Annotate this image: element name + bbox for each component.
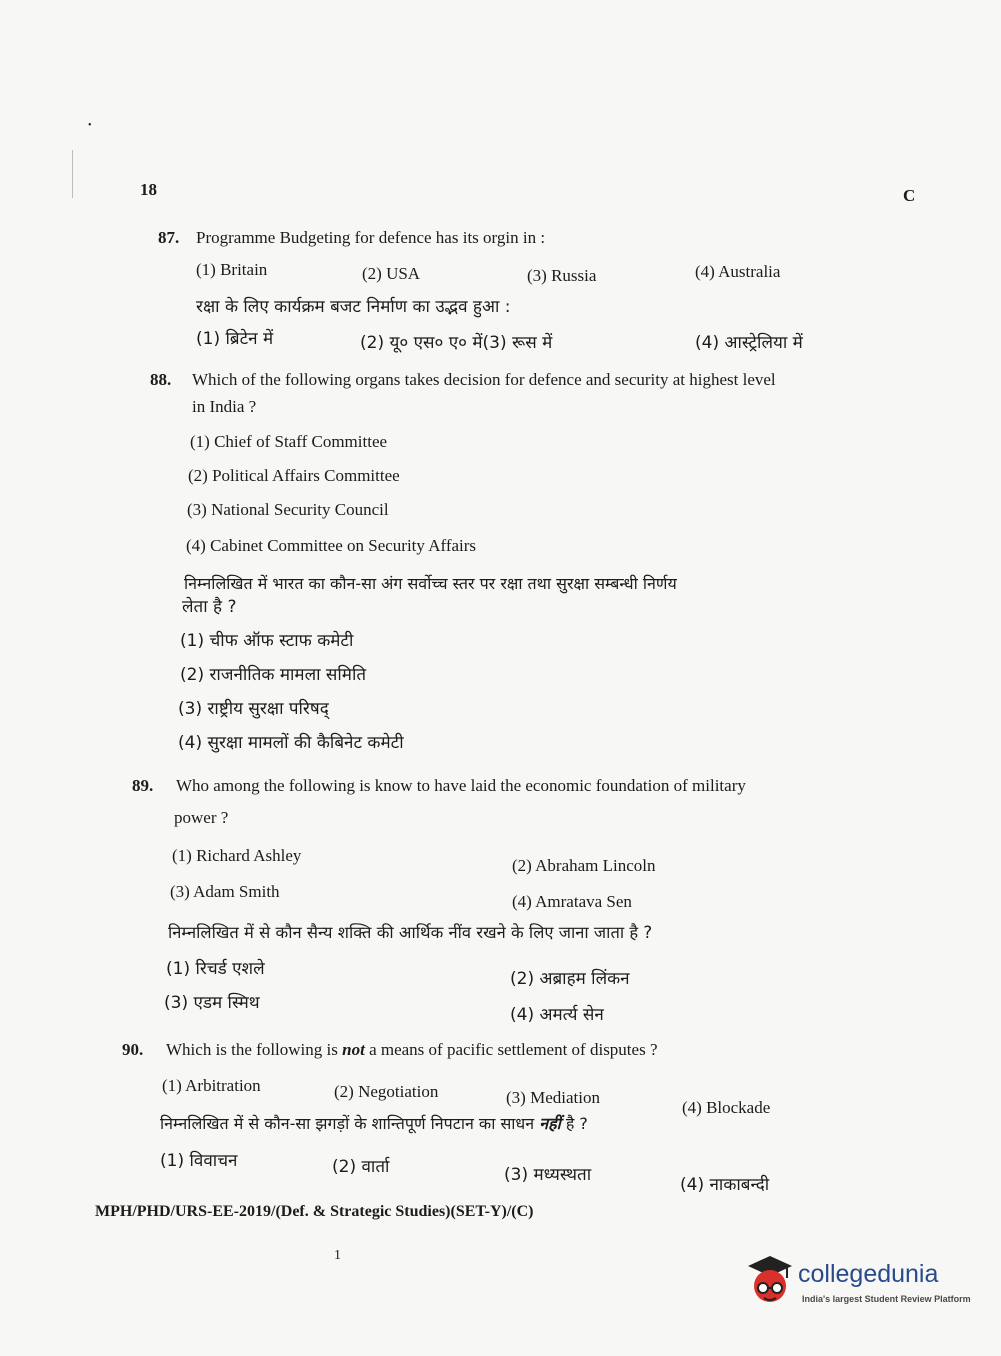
footer-mark: 1 <box>334 1248 341 1263</box>
question-text-hi: निम्नलिखित में से कौन सैन्य शक्ति की आर्थिक नींव रखने के लिए जाना जाता है ? <box>168 923 653 942</box>
question-90 <box>122 1040 658 1060</box>
question-text-hi-start: निम्नलिखित में से कौन-सा झगड़ों के शान्तिपूर्ण निपटान का साधन <box>160 1114 535 1133</box>
option-en: (2) Negotiation <box>334 1082 439 1101</box>
question-text-en-cont: power ? <box>174 808 229 827</box>
question-text-en-rest: a means of pacific settlement of disputes ? <box>369 1040 658 1059</box>
question-text-en: Which is the following is <box>166 1040 338 1059</box>
option-hi: (3) एडम स्मिथ <box>164 993 260 1013</box>
mascot-logo-icon <box>742 1252 796 1308</box>
option-en: (2) Abraham Lincoln <box>512 856 656 875</box>
option-hi: (2) अब्राहम लिंकन <box>510 969 630 989</box>
option-hi: (3) मध्यस्थता <box>504 1165 592 1185</box>
question-text-hi-cont: लेता है ? <box>182 597 237 617</box>
question-number: 87. <box>158 228 180 247</box>
option-en: (4) Amratava Sen <box>512 892 632 911</box>
option-hi: (3) राष्ट्रीय सुरक्षा परिषद् <box>178 699 329 719</box>
option-en: (4) Blockade <box>682 1098 771 1117</box>
option-en: (2) USA <box>362 264 421 283</box>
question-text-hi <box>160 1112 588 1134</box>
option-hi: (2) राजनीतिक मामला समिति <box>180 665 367 685</box>
question-text-hi: निम्नलिखित में भारत का कौन-सा अंग सर्वोच्च स्तर पर रक्षा तथा सुरक्षा सम्बन्धी निर्णय <box>184 574 677 593</box>
option-hi: (1) विवाचन <box>160 1151 238 1171</box>
emphasis-not: not <box>342 1040 365 1059</box>
question-text-en: Which of the following organs takes decision for defence and security at highest level <box>192 370 776 389</box>
margin-line <box>72 150 73 198</box>
option-en: (4) Cabinet Committee on Security Affairs <box>186 536 477 555</box>
option-hi: (1) रिचर्ड एशले <box>166 959 265 979</box>
question-88 <box>150 370 776 390</box>
option-en: (3) National Security Council <box>187 500 389 519</box>
option-hi: (4) अमर्त्य सेन <box>510 1005 604 1025</box>
option-en: (3) Adam Smith <box>170 882 280 901</box>
question-text-en: Programme Budgeting for defence has its orgin in : <box>196 228 546 247</box>
option-hi: (4) आस्ट्रेलिया में <box>695 333 803 353</box>
option-en: (1) Arbitration <box>162 1076 261 1095</box>
option-en: (2) Political Affairs Committee <box>188 466 400 485</box>
option-hi: (2) वार्ता <box>332 1157 390 1177</box>
option-hi: (2) यू० एस० ए० में(3) रूस में <box>360 333 553 353</box>
option-hi: (1) ब्रिटेन में <box>196 329 274 349</box>
option-en: (3) Mediation <box>506 1088 600 1107</box>
question-number: 88. <box>150 370 172 389</box>
question-text-hi-rest: है ? <box>565 1114 588 1133</box>
option-hi: (4) सुरक्षा मामलों की कैबिनेट कमेटी <box>178 733 404 753</box>
option-en: (4) Australia <box>695 262 781 281</box>
question-number: 90. <box>122 1040 144 1059</box>
scan-speck: • <box>88 120 92 131</box>
option-en: (3) Russia <box>527 266 597 285</box>
question-89 <box>132 776 746 796</box>
question-number: 89. <box>132 776 154 795</box>
question-text-hi: रक्षा के लिए कार्यक्रम बजट निर्माण का उद्भव हुआ : <box>196 297 511 317</box>
option-en: (1) Chief of Staff Committee <box>190 432 388 451</box>
option-en: (1) Richard Ashley <box>172 846 302 865</box>
brand-tagline: India's largest Student Review Platform <box>802 1294 971 1304</box>
brand-name: collegedunia <box>798 1260 939 1288</box>
collegedunia-watermark[interactable] <box>742 1252 972 1312</box>
option-hi: (4) नाकाबन्दी <box>680 1175 770 1195</box>
page-number: 18 <box>140 180 157 199</box>
question-text-en-cont: in India ? <box>192 397 257 416</box>
emphasis-nahi: नहीं <box>539 1114 561 1133</box>
paper-code-footer: MPH/PHD/URS-EE-2019/(Def. & Strategic Studies)(SET-Y)/(C) <box>95 1203 534 1220</box>
question-text-en: Who among the following is know to have laid the economic foundation of military <box>176 776 746 795</box>
option-en: (1) Britain <box>196 260 268 279</box>
question-87 <box>158 228 545 248</box>
set-code: C <box>903 186 916 205</box>
option-hi: (1) चीफ ऑफ स्टाफ कमेटी <box>180 631 354 651</box>
